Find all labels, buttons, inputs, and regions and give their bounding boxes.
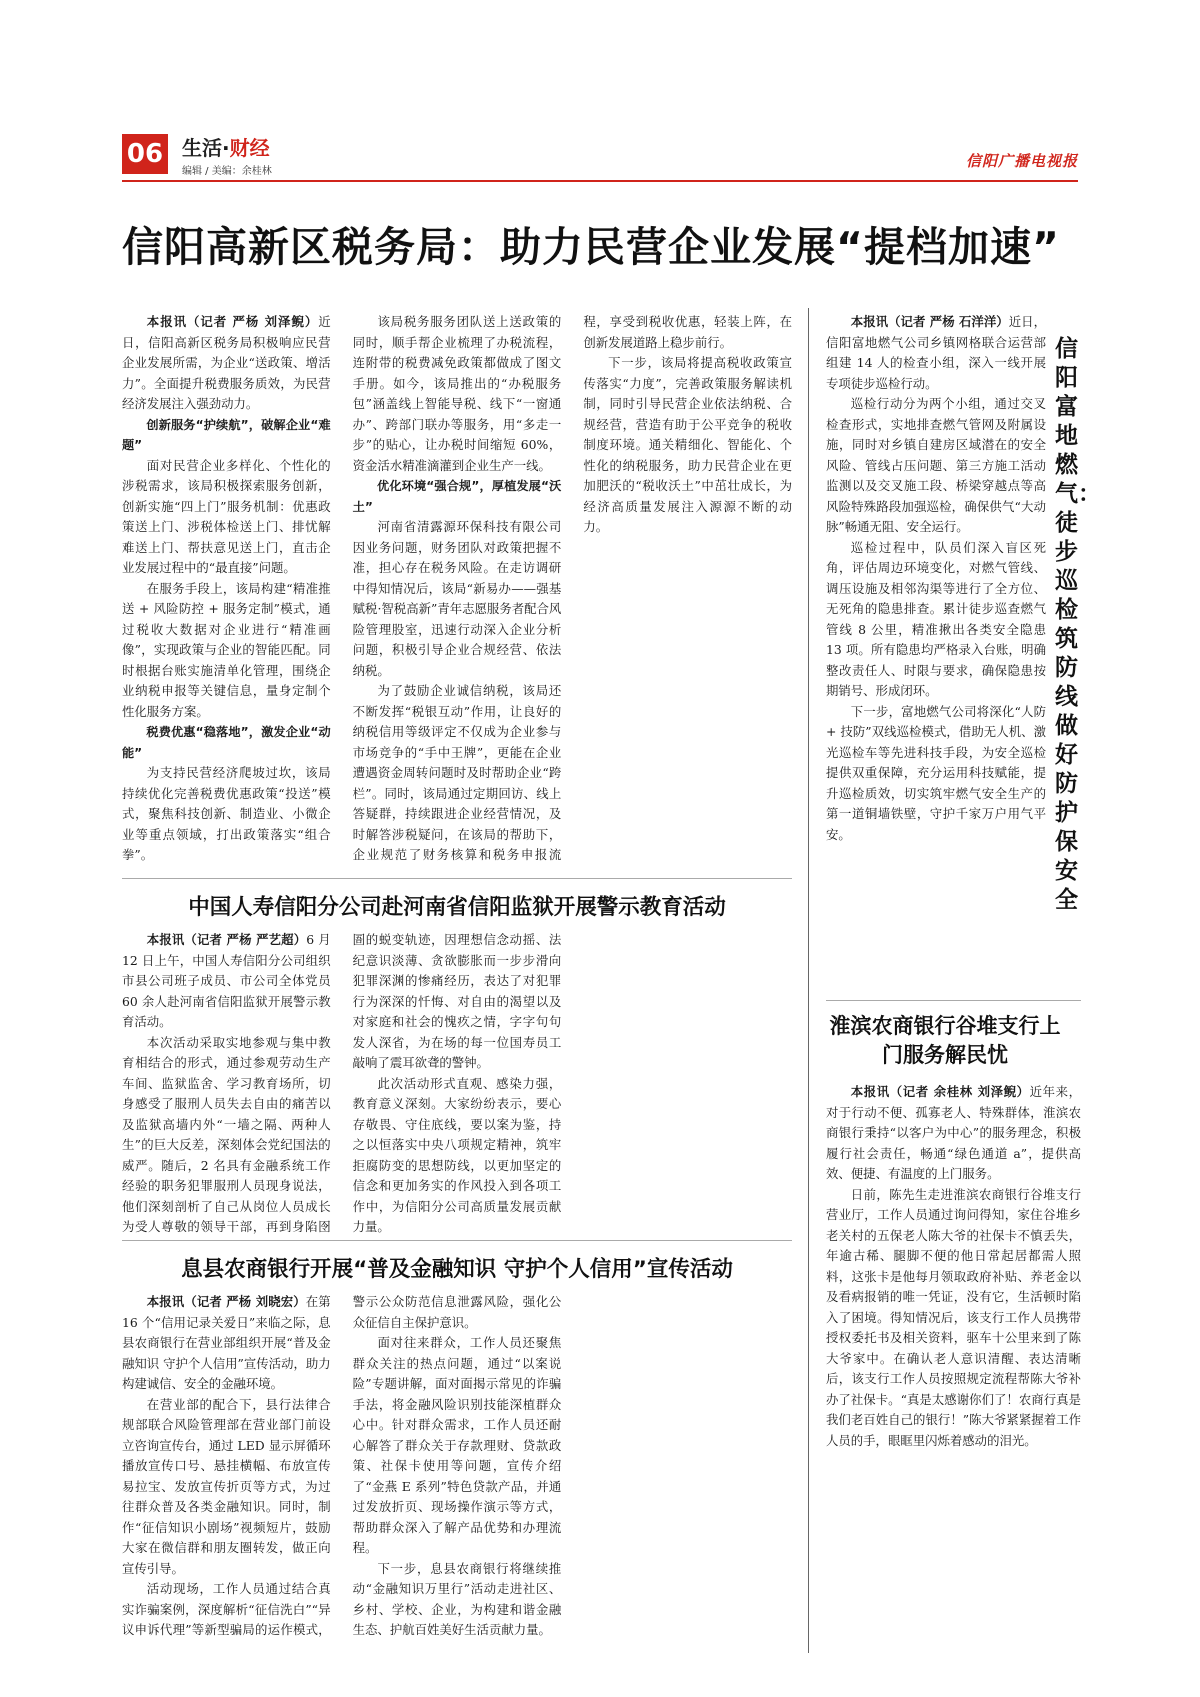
paragraph: 活动现场，工作人员通过结合真实诈骗案例，深度解析“征信洗白”“异议申诉代理”等新型骗局的运作模式，警示公众防范信息泄露风险，强化公众征信自主保护意识。: [122, 1294, 562, 1637]
lead-text: 6 月 12 日上午，中国人寿信阳分公司组织市县公司班子成员、市公司全体党员 60 余人赴河南省信阳监狱开展警示教育活动。: [122, 932, 331, 1029]
article4-body: [826, 1082, 1081, 1652]
lead-text: 近日，信阳高新区税务局积极响应民营企业发展所需，为企业“送政策、增活力”。全面提升税费服务质效，为民营经济发展注入强劲动力。: [122, 314, 331, 411]
paragraph: 下一步，息县农商银行将继续推动“金融知识万里行”活动走进社区、乡村、学校、企业，为构建和谐金融生态、护航百姓美好生活贡献力量。: [352, 1560, 562, 1637]
page-number-badge: 06: [122, 134, 168, 174]
article2-title: 中国人寿信阳分公司赴河南省信阳监狱开展警示教育活动: [188, 895, 726, 920]
side-article-body: [826, 312, 1046, 1004]
section-divider: [826, 1000, 1081, 1001]
paragraph: 为支持民营经济爬坡过坎，该局持续优化完善税费优惠政策“投送”模式，聚焦科技创新、制造业、小微企业等重点领域，打出政策落实“组合拳”。: [122, 765, 331, 862]
byline: 本报讯（记者 严杨 严艺超）: [146, 932, 307, 947]
lead-text: 近日，信阳富地燃气公司乡镇网格联合运营部组建 14 人的检查小组，深入一线开展专项徒步巡检行动。: [826, 314, 1046, 391]
paragraph: 面对往来群众，工作人员还聚焦群众关注的热点问题，通过“以案说险”专题讲解，面对面揭示常见的诈骗手法，将金融风险识别技能深植群众心中。针对群众需求，工作人员还耐心解答了群众关于存款理财、贷款政策、社保卡使用等问题，宣传介绍了“金燕 E 系列”特色贷款产品，并通过发放折页、现场操作演示等方式，帮助群众深入了解产品优势和办理流程。: [352, 1335, 562, 1555]
lead-text: 近年来，对于行动不便、孤寡老人、特殊群体，淮滨农商银行秉持“以客户为中心”的服务理念，积极履行社会责任，畅通“绿色通道 a”，提供高效、便捷、有温度的上门服务。: [826, 1084, 1081, 1181]
paper-name: 信阳广播电视报: [965, 152, 1078, 170]
article1-title: 信阳高新区税务局：助力民营企业发展“提档加速”: [122, 223, 1060, 271]
paragraph: 河南省清露源环保科技有限公司因业务问题，财务团队对政策把握不准，担心存在税务风险。在走访调研中得知情况后，该局“新易办——强基赋税·智税高新”青年志愿服务者配合风险管理股室，迅速行动深入企业分析问题，积极引导企业合规经营、依法纳税。: [352, 519, 562, 678]
article1-body: [122, 312, 792, 872]
paragraph: 面对民营企业多样化、个性化的涉税需求，该局积极探索服务创新，创新实施“四上门”服务机制：优惠政策送上门、涉税体检送上门、排忧解难送上门、帮扶意见送上门，直击企业发展过程中的“最直接”问题。: [122, 457, 331, 575]
paragraph: 下一步，富地燃气公司将深化“人防 + 技防”双线巡检模式，借助无人机、激光巡检车等先进科技手段，为安全巡检提供双重保障，充分运用科技赋能，提升巡检质效，切实筑牢燃气安全生产的第一道铜墙铁壁，守护千家万户用气平安。: [826, 703, 1046, 842]
lead-paragraph: [122, 312, 331, 415]
lead-text: 在第 16 个“信用记录关爱日”来临之际，息县农商银行在营业部组织开展“普及金融知识 守护个人信用”宣传活动，助力构建诚信、安全的金融环境。: [122, 1294, 331, 1391]
paragraph: 巡检过程中，队员们深入盲区死角，评估周边环境变化，对燃气管线、调压设施及相邻沟渠等进行了全方位、无死角的隐患排查。累计徒步巡查燃气管线 8 公里，精准揪出各类安全隐患 13 项。所有隐患均严格录入台账，明确整改责任人、时限与要求，确保隐患按期销号、形成闭环。: [826, 539, 1046, 698]
section-finance: 财经: [229, 136, 270, 160]
paragraph: 日前，陈先生走进淮滨农商银行谷堆支行营业厅，工作人员通过询问得知，家住谷堆乡老关村的五保老人陈大爷的社保卡不慎丢失，年逾古稀、腿脚不便的他日常起居都需人照料，这张卡是他每月领取政府补贴、养老金以及看病报销的唯一凭证，没有它，生活顿时陷入了困境。得知情况后，该支行工作人员携带授权委托书及相关资料，驱车十公里来到了陈大爷家中。在确认老人意识清醒、表达清晰后，该支行工作人员按照规定流程帮陈大爷补办了社保卡。“真是太感谢你们了！农商行真是我们老百姓自己的银行！”陈大爷紧紧握着工作人员的手，眼眶里闪烁着感动的泪光。: [826, 1186, 1081, 1448]
lead-paragraph: [826, 312, 1046, 394]
subheading: 创新服务“护续航”，破解企业“难题”: [122, 417, 331, 452]
side-article-title: 信阳富地燃气：徒步巡检筑防线 做好防护保安全: [1055, 336, 1101, 913]
subheading: 税费优惠“稳落地”，激发企业“动能”: [122, 725, 331, 760]
section-name: [182, 132, 270, 161]
section-divider: [122, 1240, 792, 1241]
article2-body: [122, 930, 792, 1238]
article3-body: [122, 1292, 792, 1652]
section-life: 生活: [182, 136, 222, 160]
lead-paragraph: [826, 1082, 1081, 1185]
byline: 本报讯（记者 严杨 刘晓宏）: [146, 1294, 306, 1309]
header-rule: [122, 180, 1078, 182]
section-divider: [122, 878, 792, 879]
paragraph: 该局税务服务团队送上送政策的同时，顺手帮企业梳理了办税流程，连附带的税费减免政策都做成了图文手册。如今，该局推出的“办税服务包”涵盖线上智能导税、线下“一窗通办”、跨部门联办等服务，用“多走一步”的贴心，让办税时间缩短 60%，资金活水精准滴灌到企业生产一线。: [352, 314, 562, 473]
paragraph: 在营业部的配合下，县行法律合规部联合风险管理部在营业部门前设立咨询宣传台，通过 LED 显示屏循环播放宣传口号、悬挂横幅、布放宣传易拉宝、发放宣传折页等方式，为过往群众普及各类金融知识。同时，制作“征信知识小剧场”视频短片，鼓励大家在微信群和朋友圈转发，做正向宣传引导。: [122, 1396, 331, 1576]
lead-paragraph: [122, 930, 331, 1033]
paragraph: 本次活动采取实地参观与集中教育相结合的形式，通过参观劳动生产车间、监狱监舍、学习教育场所，切身感受了服刑人员失去自由的痛苦以及监狱高墙内外“一墙之隔、两种人生”的巨大反差，深刻体会党纪国法的威严。随后，2 名具有金融系统工作经验的职务犯罪服刑人员现身说法，他们深刻剖析了自己从岗位人员成长为受人尊敬的领导干部，再到身陷囹圄的蜕变轨迹，因理想信念动摇、法纪意识淡薄、贪欲膨胀而一步步滑向犯罪深渊的惨痛经历，表达了对犯罪行为深深的忏悔、对自由的渴望以及对家庭和社会的愧疚之情，字字句句发人深省，为在场的每一位国寿员工敲响了震耳欲聋的警钟。: [122, 932, 562, 1234]
subheading: 优化环境“强合规”，厚植发展“沃土”: [352, 479, 562, 514]
editor-line: 编辑 / 美编：余桂林: [182, 166, 272, 177]
paragraph: 此次活动形式直观、感染力强，教育意义深刻。大家纷纷表示，要心存敬畏、守住底线，要以案为鉴，持之以恒落实中央八项规定精神，筑牢拒腐防变的思想防线，以更加坚定的信念和更加务实的作风投入到各项工作中，为信阳分公司高质量发展贡献力量。: [352, 1075, 562, 1234]
paragraph: 在服务手段上，该局构建“精准推送 + 风险防控 + 服务定制”模式，通过税收大数据对企业进行“精准画像”，实现政策与企业的智能匹配。同时根据台账实施清单化管理，围绕企业纳税申报等关键信息，量身定制个性化服务方案。: [122, 580, 331, 719]
section-dot: ·: [222, 136, 230, 160]
paragraph: 下一步，该局将提高税收政策宣传落实“力度”，完善政策服务解读机制，同时引导民营企业依法纳税、合规经营，营造有助于公平竞争的税收制度环境。通关精细化、智能化、个性化的纳税服务，助力民营企业在更加肥沃的“税收沃土”中茁壮成长，为经济高质量发展注入源源不断的动力。: [583, 355, 792, 534]
byline: 本报讯（记者 严杨 石洋洋）: [850, 314, 1009, 329]
paragraph: 为了鼓励企业诚信纳税，该局还不断发挥“税银互动”作用，让良好的纳税信用等级评定不仅成为企业参与市场竞争的“手中王牌”，更能在企业遭遇资金周转问题时及时帮助企业“跨栏”。同时，该局通过定期回访、线上答疑群，持续跟进企业经营情况，及时解答涉税疑问，在该局的帮助下，企业规范了财务核算和税务申报流程，享受到税收优惠，轻装上阵，在创新发展道路上稳步前行。: [352, 314, 792, 862]
byline: 本报讯（记者 余桂林 刘泽鲵）: [850, 1084, 1030, 1099]
column-divider: [808, 308, 809, 1653]
lead-paragraph: [122, 1292, 331, 1395]
article4-title: 淮滨农商银行谷堆支行上门服务解民忧: [829, 1014, 1061, 1067]
paragraph: 巡检行动分为两个小组，通过交叉检查形式，实地排查燃气管网及附属设施，同时对乡镇自建房区域潜在的安全风险、管线占压问题、第三方施工活动监测以及交叉施工段、桥梁穿越点等高风险特殊路段加强巡检，确保供气“大动脉”畅通无阻、安全运行。: [826, 396, 1046, 534]
article3-title: 息县农商银行开展“普及金融知识 守护个人信用”宣传活动: [181, 1257, 733, 1282]
byline: 本报讯（记者 严杨 刘泽鲵）: [146, 314, 319, 329]
